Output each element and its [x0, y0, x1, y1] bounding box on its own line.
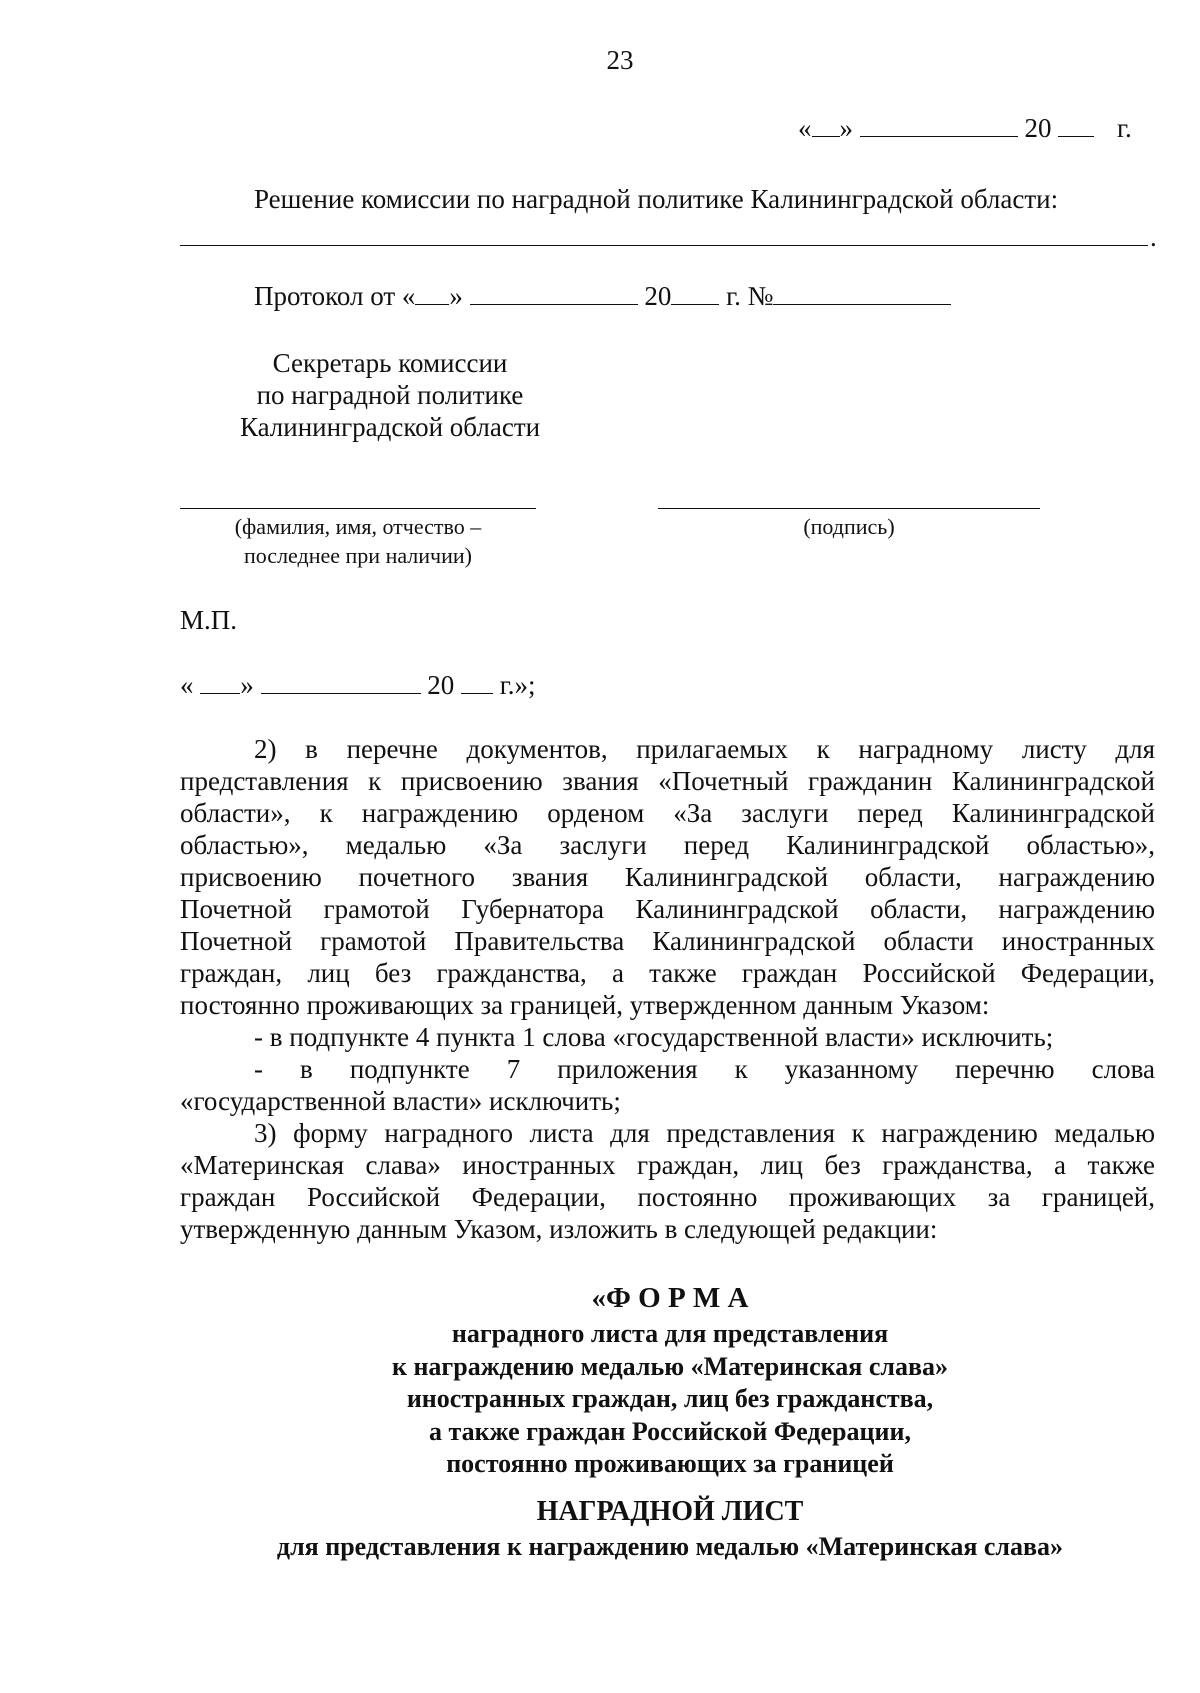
- secretary-title: [200, 347, 580, 443]
- footer-date-line: [180, 669, 536, 701]
- protocol-label: Протокол от «: [254, 281, 416, 311]
- protocol-quote-close: »: [449, 281, 463, 311]
- paragraph-3-line: 3) форму наградного листа для представления к награждению медалью: [254, 1118, 1155, 1148]
- form-subtitle-line: к награждению медалью «Материнская слава»: [391, 1351, 949, 1381]
- quote-open: «: [798, 113, 812, 143]
- decision-line-end: .: [1150, 222, 1157, 252]
- award-sheet-title: НАГРАДНОЙ ЛИСТ: [536, 1496, 804, 1527]
- paragraph-2-line: 2) в перечне документов, прилагаемых к наградному листу для: [254, 734, 1155, 764]
- header-date-line: [798, 112, 1132, 144]
- protocol-year-prefix: 20: [644, 281, 672, 311]
- form-title: «Ф О Р М А: [591, 1282, 749, 1314]
- year-suffix: г.: [1117, 113, 1132, 143]
- signature-line: [658, 508, 1040, 509]
- commission-decision: Решение комиссии по наградной политике Калининградской области:: [254, 184, 1059, 214]
- year-blank: [1058, 112, 1094, 137]
- protocol-number-label: г. №: [726, 281, 774, 311]
- paragraph-2-line: области», к награждению орденом «За заслуги перед Калининградской: [180, 798, 1155, 828]
- paragraph-2-line: присвоению почетного звания Калининградской области, награждению: [180, 862, 1155, 892]
- footer-year-prefix: 20: [427, 670, 455, 700]
- fio-caption-line-1: (фамилия, имя, отчество –: [234, 514, 482, 539]
- form-subtitle: [200, 1318, 1140, 1481]
- decision-line: [180, 245, 1148, 246]
- paragraph-3-line: граждан Российской Федерации, постоянно проживающих за границей,: [180, 1182, 1155, 1212]
- bullet-1: - в подпункте 4 пункта 1 слова «государственной власти» исключить;: [254, 1022, 1054, 1052]
- bullet-2-line-1: - в подпункте 7 приложения к указанному перечню слова: [254, 1054, 1155, 1084]
- page-number: 23: [606, 45, 634, 75]
- bullet-2-line-2: «государственной власти» исключить;: [180, 1086, 621, 1116]
- quote-close: »: [839, 113, 853, 143]
- paragraph-2: [180, 733, 1155, 1245]
- footer-year-suffix: г.»;: [499, 670, 536, 700]
- footer-year-blank: [461, 669, 493, 694]
- fio-signature-line: [180, 508, 536, 509]
- award-sheet-subtitle: для представления к награждению медалью «Материнская слава»: [276, 1532, 1064, 1561]
- paragraph-2-line: постоянно проживающих за границей, утвержденном данным Указом:: [180, 990, 990, 1020]
- protocol-year-blank: [671, 280, 719, 305]
- paragraph-2-line: граждан, лиц без гражданства, а также граждан Российской Федерации,: [180, 958, 1155, 988]
- protocol-line: [254, 280, 951, 312]
- secretary-line-1: Секретарь комиссии: [272, 348, 508, 378]
- footer-month-blank: [261, 669, 421, 694]
- protocol-day-blank: [415, 280, 449, 305]
- form-subtitle-line: постоянно проживающих за границей: [446, 1449, 894, 1478]
- secretary-line-2: по наградной политике: [256, 380, 524, 410]
- secretary-line-3: Калининградской области: [239, 412, 541, 442]
- footer-day-blank: [200, 669, 240, 694]
- paragraph-3-line: «Материнская слава» иностранных граждан, лиц без гражданства, а также: [180, 1150, 1155, 1180]
- month-blank: [860, 112, 1018, 137]
- day-blank: [812, 112, 840, 137]
- footer-quote-open: «: [180, 670, 194, 700]
- protocol-number-blank: [773, 280, 951, 305]
- form-subtitle-line: наградного листа для представления: [451, 1319, 889, 1348]
- fio-caption-line-2: последнее при наличии): [243, 543, 472, 568]
- form-subtitle-line: а также граждан Российской Федерации,: [429, 1416, 911, 1446]
- paragraph-2-line: Почетной грамотой Правительства Калининградской области иностранных: [180, 926, 1155, 956]
- fio-caption: [170, 512, 546, 570]
- form-subtitle-line: иностранных граждан, лиц без гражданства,: [406, 1384, 934, 1413]
- footer-quote-close: »: [240, 670, 254, 700]
- protocol-month-blank: [470, 280, 638, 305]
- paragraph-2-line: представления к присвоению звания «Почетный гражданин Калининградской: [180, 766, 1155, 796]
- paragraph-2-line: областью», медалью «За заслуги перед Калининградской областью»,: [180, 830, 1155, 860]
- year-prefix: 20: [1024, 113, 1052, 143]
- paragraph-2-line: Почетной грамотой Губернатора Калининградской области, награждению: [180, 894, 1155, 924]
- paragraph-3-line: утвержденную данным Указом, изложить в следующей редакции:: [180, 1214, 938, 1244]
- stamp-label: М.П.: [180, 605, 238, 635]
- signature-caption: (подпись): [803, 514, 895, 539]
